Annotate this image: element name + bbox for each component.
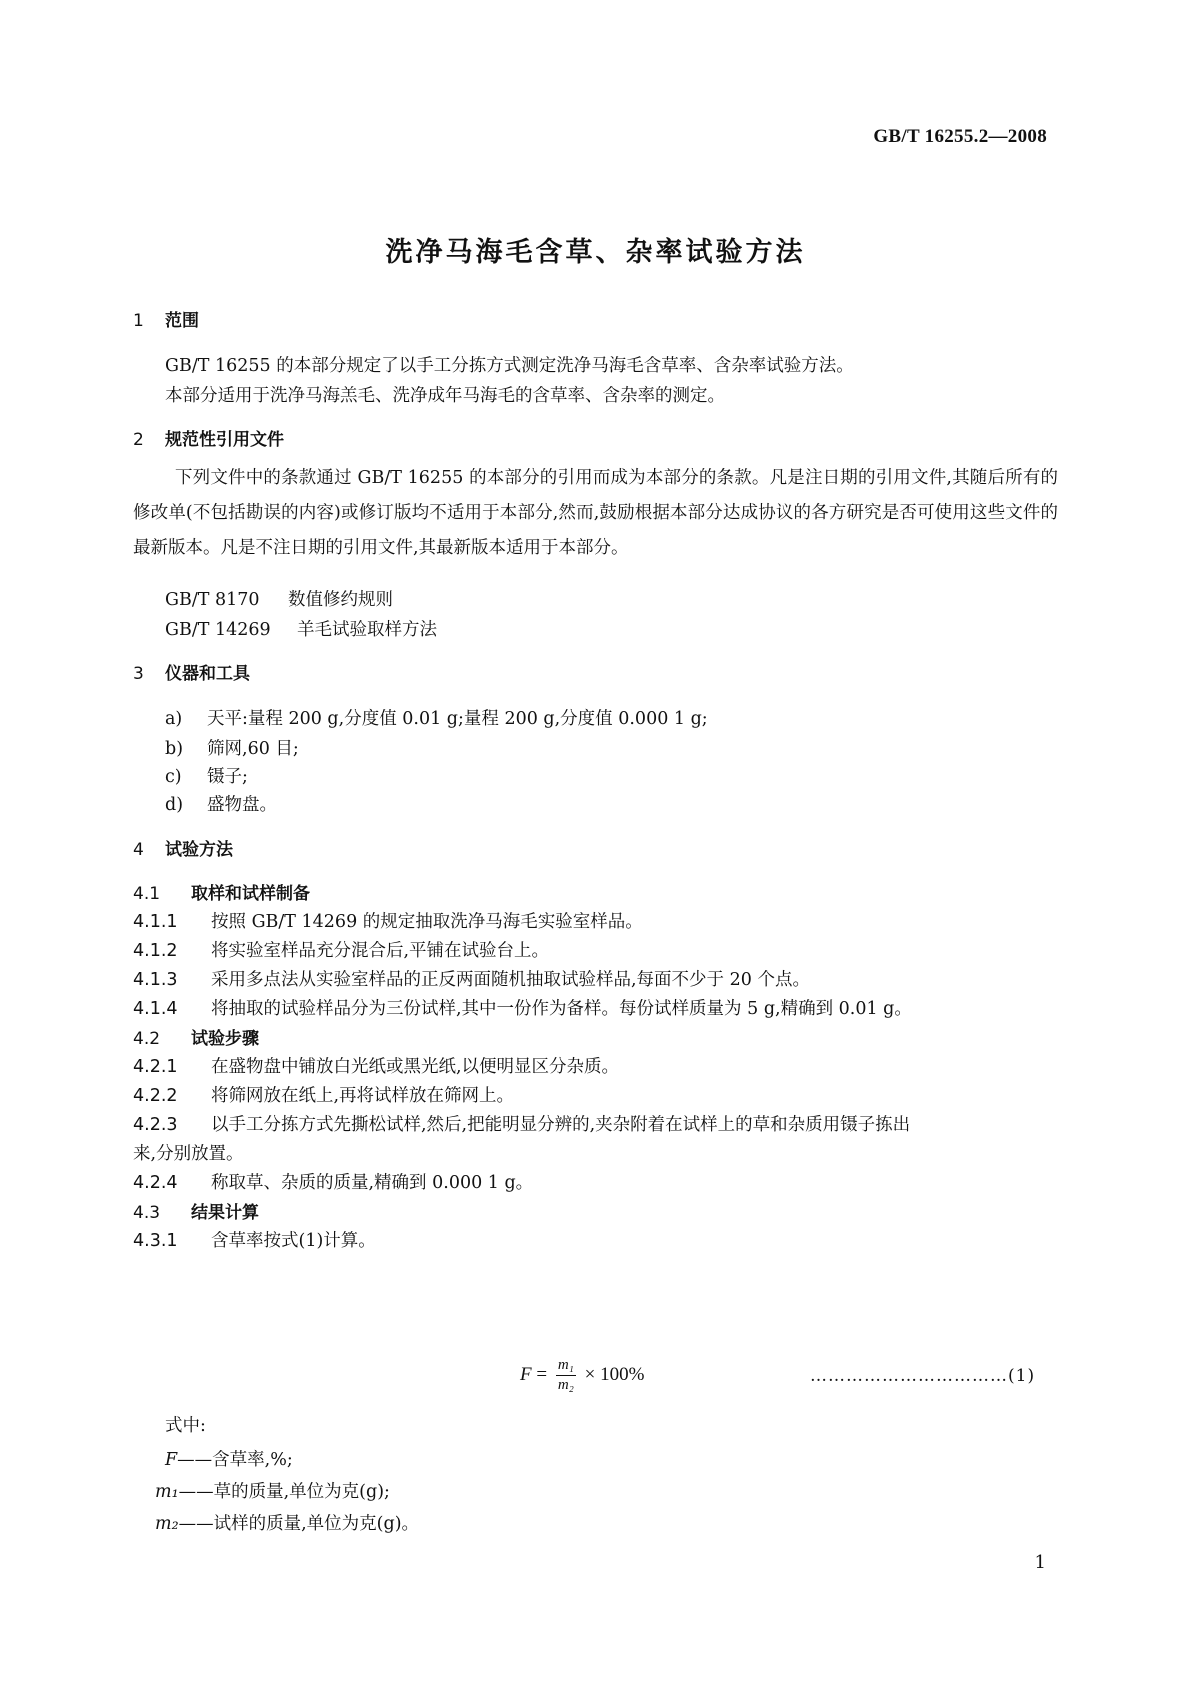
variable-description: ——试样的质量,单位为克(g)。 <box>178 1514 420 1534</box>
variable-definition <box>165 1446 293 1471</box>
reference-code: GB/T 8170 <box>165 590 260 610</box>
section-title: 仪器和工具 <box>165 664 250 684</box>
variable-symbol: m₁ <box>155 1482 179 1502</box>
paragraph: 本部分适用于洗净马海羔毛、洗净成年马海毛的含草率、含杂率的测定。 <box>165 386 725 406</box>
clause-text: 称取草、杂质的质量,精确到 0.000 1 g。 <box>211 1173 534 1193</box>
clause-number: 4.1.1 <box>133 912 178 932</box>
standard-number: GB/T 16255.2—2008 <box>873 126 1047 147</box>
page-number: 1 <box>1034 1552 1046 1573</box>
document-title: 洗净马海毛含草、杂率试验方法 <box>385 237 806 268</box>
subsection-title: 取样和试样制备 <box>191 884 310 904</box>
clause <box>133 1082 514 1107</box>
clause <box>133 966 810 991</box>
list-item <box>165 791 277 816</box>
formula <box>520 1356 644 1395</box>
list-item <box>165 763 248 788</box>
reference-code: GB/T 14269 <box>165 620 271 640</box>
clause <box>133 995 912 1020</box>
list-text: 镊子; <box>207 767 248 787</box>
clause-text: 以手工分拣方式先撕松试样,然后,把能明显分辨的,夹杂附着在试样上的草和杂质用镊子拣出 <box>211 1115 911 1135</box>
list-text: 天平:量程 200 g,分度值 0.01 g;量程 200 g,分度值 0.000 1 g; <box>207 709 708 729</box>
equation-number: ……………………………(1) <box>810 1366 1036 1386</box>
list-item <box>165 735 299 760</box>
section-2-heading <box>133 425 284 450</box>
clause-number: 4.2.4 <box>133 1173 178 1193</box>
subsection-title: 结果计算 <box>191 1203 259 1223</box>
section-title: 试验方法 <box>165 840 233 860</box>
list-label: c) <box>165 767 182 787</box>
clause-text: 按照 GB/T 14269 的规定抽取洗净马海毛实验室样品。 <box>211 912 643 932</box>
subsection-number: 4.2 <box>133 1029 161 1049</box>
clause <box>133 1227 376 1252</box>
variable-definition <box>155 1478 390 1503</box>
clause-text: 在盛物盘中铺放白光纸或黑光纸,以便明显区分杂质。 <box>211 1057 620 1077</box>
clause-continuation: 来,分别放置。 <box>133 1144 244 1164</box>
reference-item <box>165 616 437 641</box>
list-label: a) <box>165 709 183 729</box>
reference-name: 数值修约规则 <box>288 590 393 610</box>
formula-multiplier: × 100% <box>584 1363 645 1385</box>
section-title: 范围 <box>165 311 199 331</box>
clause <box>133 937 549 962</box>
formula-numerator: m₁ <box>556 1356 576 1376</box>
clause <box>133 1053 619 1078</box>
list-text: 筛网,60 目; <box>207 739 299 759</box>
list-label: d) <box>165 795 184 815</box>
clause-number: 4.2.1 <box>133 1057 178 1077</box>
clause-text: 将抽取的试验样品分为三份试样,其中一份作为备样。每份试样质量为 5 g,精确到 0.01 g。 <box>211 999 912 1019</box>
list-text: 盛物盘。 <box>207 795 277 815</box>
subsection-title: 试验步骤 <box>191 1029 259 1049</box>
clause-number: 4.2.2 <box>133 1086 178 1106</box>
clause-text: 将筛网放在纸上,再将试样放在筛网上。 <box>211 1086 515 1106</box>
clause-number: 4.3.1 <box>133 1231 178 1251</box>
reference-item <box>165 586 393 611</box>
subsection-4-3-heading <box>133 1198 259 1223</box>
section-number: 2 <box>133 430 144 450</box>
section-3-heading <box>133 659 250 684</box>
list-label: b) <box>165 739 184 759</box>
variable-definition <box>155 1510 419 1535</box>
clause <box>133 1169 533 1194</box>
clause-text: 将实验室样品充分混合后,平铺在试验台上。 <box>211 941 550 961</box>
variable-description: ——含草率,%; <box>177 1450 293 1470</box>
subsection-4-2-heading <box>133 1024 259 1049</box>
paragraph: 下列文件中的条款通过 GB/T 16255 的本部分的引用而成为本部分的条款。凡是注日期的引用文件,其随后所有的修改单(不包括勘误的内容)或修订版均不适用于本部分,然而,鼓励根据本部分达成协议的各方研究是否可使用这些文件的最新版本。凡是不注日期的引用文件,其最新版本适用于本部分。 <box>133 468 1058 558</box>
subsection-number: 4.1 <box>133 884 161 904</box>
variable-symbol: F <box>165 1450 178 1470</box>
paragraph: GB/T 16255 的本部分规定了以手工分拣方式测定洗净马海毛含草率、含杂率试验方法。 <box>165 356 854 376</box>
formula-denominator: m₂ <box>557 1377 574 1393</box>
clause <box>133 908 643 933</box>
subsection-4-1-heading <box>133 879 310 904</box>
section-number: 3 <box>133 664 144 684</box>
section-title: 规范性引用文件 <box>165 430 284 450</box>
variable-description: ——草的质量,单位为克(g); <box>178 1482 390 1502</box>
section-1-heading <box>133 306 199 331</box>
section-4-heading <box>133 835 233 860</box>
reference-name: 羊毛试验取样方法 <box>297 620 437 640</box>
clause-number: 4.1.2 <box>133 941 178 961</box>
clause-number: 4.2.3 <box>133 1115 178 1135</box>
formula-lhs: F <box>520 1363 532 1385</box>
subsection-number: 4.3 <box>133 1203 161 1223</box>
section-number: 1 <box>133 311 144 331</box>
clause-text: 采用多点法从实验室样品的正反两面随机抽取试验样品,每面不少于 20 个点。 <box>211 970 810 990</box>
formula-fraction <box>556 1356 576 1395</box>
clause-number: 4.1.3 <box>133 970 178 990</box>
variable-symbol: m₂ <box>155 1514 179 1534</box>
list-item <box>165 705 708 730</box>
clause-number: 4.1.4 <box>133 999 178 1019</box>
formula-equals: = <box>536 1363 548 1385</box>
where-label: 式中: <box>165 1416 206 1436</box>
section-number: 4 <box>133 840 144 860</box>
clause-text: 含草率按式(1)计算。 <box>211 1231 376 1251</box>
clause <box>133 1111 910 1136</box>
